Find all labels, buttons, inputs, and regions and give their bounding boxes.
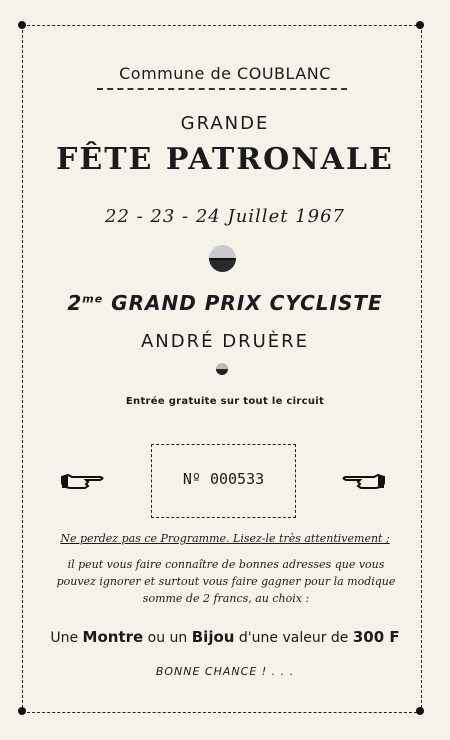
race-ordinal: 2 <box>67 291 83 315</box>
notice-heading: Ne perdez pas ce Programme. Lisez-le très attentivement ; <box>60 532 390 545</box>
event-title: FÊTE PATRONALE <box>56 142 394 177</box>
divider <box>97 88 347 90</box>
corner-dot <box>18 21 26 29</box>
globe-ornament-icon <box>209 245 236 272</box>
race-ordinal-suffix: me <box>82 292 104 306</box>
prize-bijou: Bijou <box>191 628 235 646</box>
prize-line <box>0 628 450 646</box>
race-title <box>0 291 450 315</box>
corner-dot <box>416 21 424 29</box>
pointing-hand-right-icon <box>60 469 106 493</box>
race-name: ANDRÉ DRUÈRE <box>140 331 310 352</box>
small-ornament-icon <box>216 363 228 375</box>
ticket-number <box>151 470 296 488</box>
prize-value: 300 F <box>352 628 400 646</box>
prize-suffix: d'une valeur de <box>234 630 353 646</box>
entry-note: Entrée gratuite sur tout le circuit <box>125 396 325 407</box>
prize-montre: Montre <box>82 628 144 646</box>
prize-prefix: Une <box>50 630 83 646</box>
corner-dot <box>18 707 26 715</box>
notice-body: il peut vous faire connaître de bonnes adresses que vous pouvez ignorer et surtout vous faire gagner pour la modique somme de 2 francs, au choix : <box>56 558 396 605</box>
prize-mid: ou un <box>143 630 192 646</box>
grande-heading: GRANDE <box>180 113 270 134</box>
ticket-number-label: Nº <box>182 470 201 488</box>
commune-heading: Commune de COUBLANC <box>119 64 331 83</box>
corner-dot <box>416 707 424 715</box>
ticket-number-value: 000533 <box>209 470 265 488</box>
pointing-hand-left-icon <box>340 469 386 493</box>
event-dates: 22 - 23 - 24 Juillet 1967 <box>105 206 345 227</box>
closing-line: BONNE CHANCE ! . . . <box>155 665 295 678</box>
race-title-text: GRAND PRIX CYCLISTE <box>111 291 383 315</box>
